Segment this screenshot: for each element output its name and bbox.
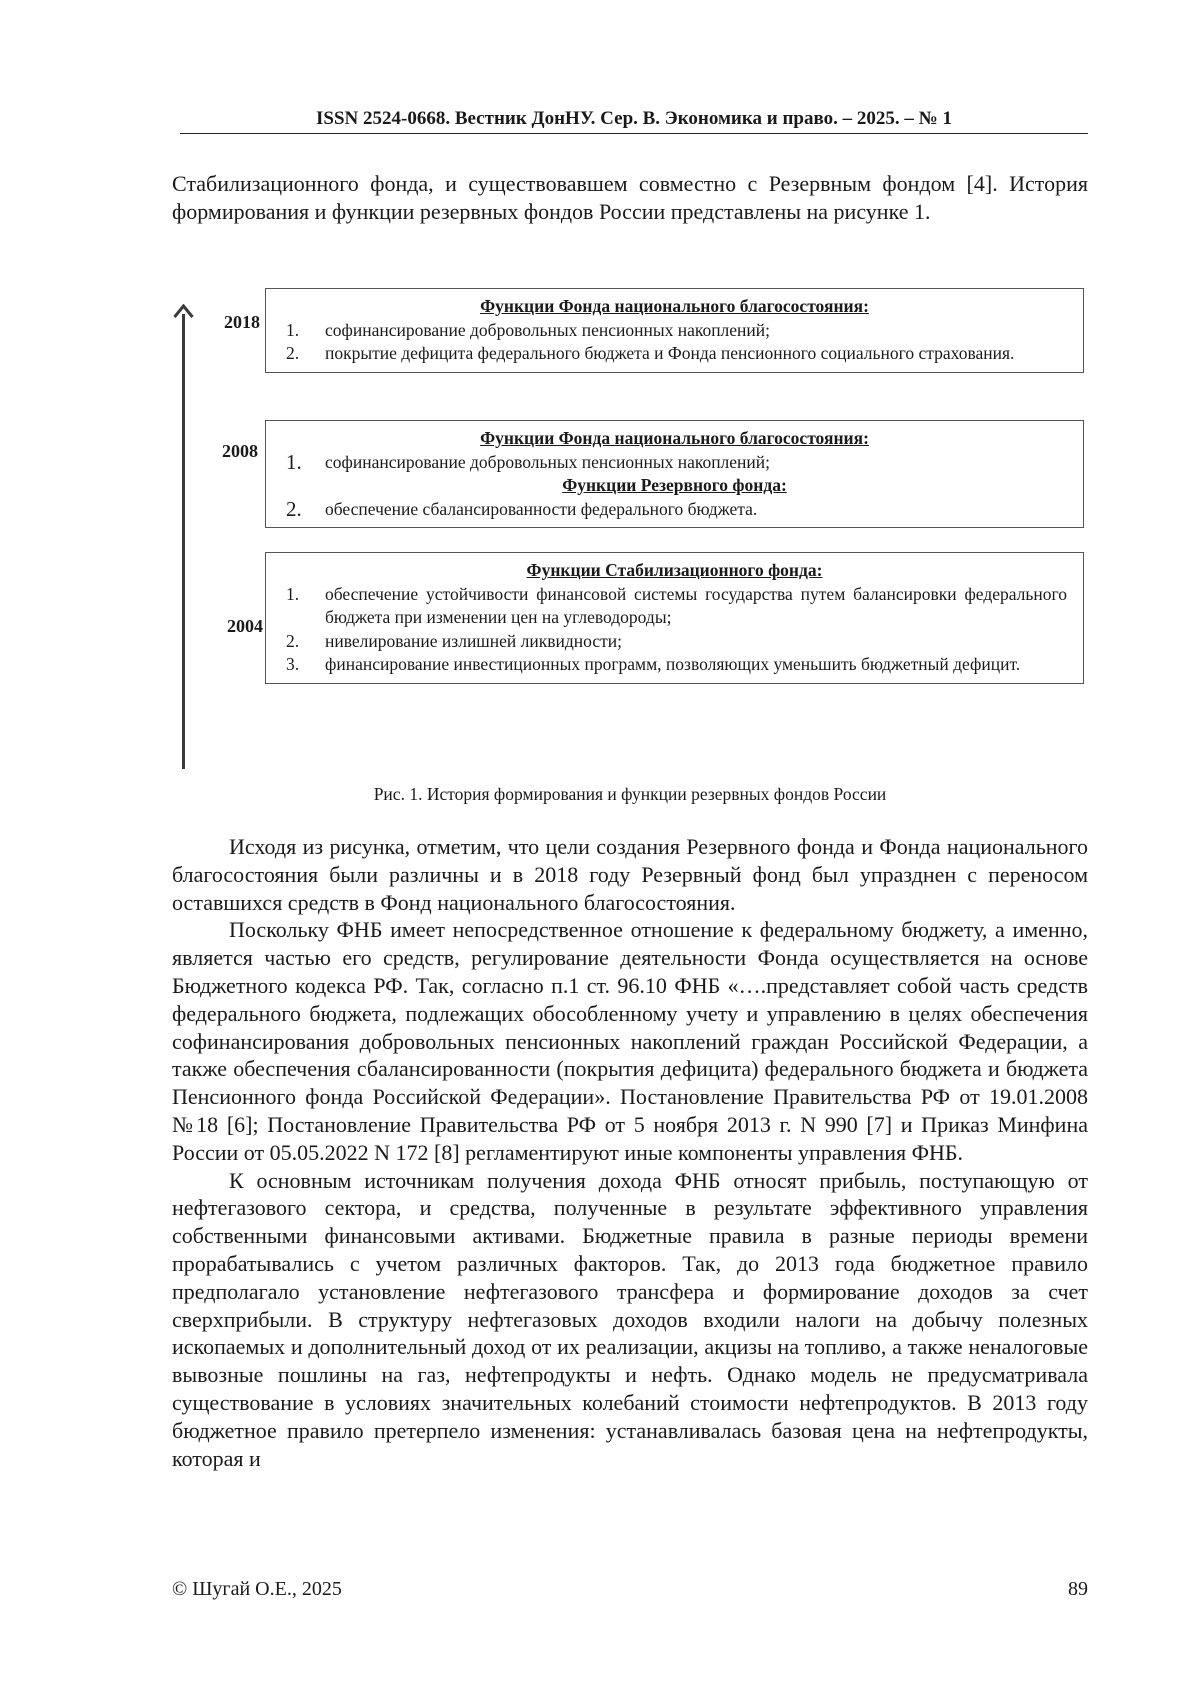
timeline-arrow bbox=[182, 314, 185, 769]
item-number: 2. bbox=[286, 343, 300, 364]
functions-box-2004 bbox=[265, 552, 1084, 684]
box-title: Функции Фонда национального благосостояния: bbox=[480, 428, 869, 448]
body-paragraph: К основным источникам получения дохода ФНБ относят прибыль, поступающую от нефтегазового сектора, и средства, полученные в результате эффективного управления собственными финансовыми активами. Бюджетные правила в разные периоды времени прорабатывались с учетом различных факторов. Так, до 2013 года бюджетное правило предполагало установление нефтегазового трансфера и формирование доходов за счет сверхприбыли. В структуру нефтегазовых доходов входили налоги на добычу полезных ископаемых и дополнительный доход от их реализации, акцизы на топливо, а также неналоговые вывозные пошлины на газ, нефтепродукты и нефть. Однако модель не предусматривала существование в условиях значительных колебаний стоимости нефтепродуктов. В 2013 году бюджетное правило претерпело изменения: устанавливалась базовая цена на нефтепродукты, которая и bbox=[172, 1167, 1088, 1471]
figure-caption: Рис. 1. История формирования и функции резервных фондов России bbox=[373, 784, 887, 804]
year-label-2004: 2004 bbox=[227, 616, 263, 636]
intro-text: Стабилизационного фонда, и существовавшем совместно с Резервным фондом [4]. История формирования и функции резервных фондов России представлены на рисунке 1. bbox=[172, 171, 1088, 224]
functions-box-2018 bbox=[265, 288, 1084, 373]
intro-paragraph bbox=[172, 170, 1088, 226]
list-item bbox=[282, 583, 1067, 630]
page-number: 89 bbox=[1068, 1578, 1088, 1600]
item-text: софинансирование добровольных пенсионных накоплений; bbox=[325, 319, 771, 340]
list-item bbox=[282, 630, 1067, 654]
list-item bbox=[282, 653, 1067, 677]
body-paragraph: Поскольку ФНБ имеет непосредственное отношение к федеральному бюджету, а именно, является частью его средств, регулирование деятельности Фонда осуществляется на основе Бюджетного кодекса РФ. Так, согласно п.1 ст. 96.10 ФНБ «….представляет собой часть средств федерального бюджета, подлежащих обособленному учету и управлению в целях обеспечения софинансирования добровольных пенсионных накоплений граждан Российской Федерации, а также обеспечения сбалансированности (покрытия дефицита) федерального бюджета и бюджета Пенсионного фонда Российской Федерации». Постановление Правительства РФ от 19.01.2008 №18 [6]; Постановление Правительства РФ от 5 ноября 2013 г. N 990 [7] и Приказ Минфина России от 05.05.2022 N 172 [8] регламентируют иные компоненты управления ФНБ. bbox=[172, 917, 1088, 1165]
functions-list bbox=[282, 319, 1067, 366]
list-item bbox=[282, 451, 1067, 475]
journal-header: ISSN 2524-0668. Вестник ДонНУ. Сер. В. Экономика и право. – 2025. – № 1 bbox=[316, 108, 952, 129]
functions-list bbox=[282, 498, 1067, 522]
item-number: 1. bbox=[286, 583, 300, 604]
item-number: 2. bbox=[286, 630, 300, 651]
item-number: 3. bbox=[286, 654, 300, 675]
box-subtitle: Функции Резервного фонда: bbox=[562, 475, 787, 496]
functions-list bbox=[282, 451, 1067, 475]
footer-copyright: © Шугай О.Е., 2025 bbox=[172, 1578, 342, 1600]
item-text: нивелирование излишней ликвидности; bbox=[325, 630, 622, 651]
item-text: обеспечение сбалансированности федерального бюджета. bbox=[325, 498, 758, 519]
year-label-2018: 2018 bbox=[224, 312, 260, 332]
item-number: 1. bbox=[286, 449, 302, 474]
list-item bbox=[282, 342, 1067, 366]
item-text: обеспечение устойчивости финансовой системы государства путем балансировки федерального бюджета при изменении цен на углеводороды; bbox=[325, 583, 1067, 628]
body-paragraph: Исходя из рисунка, отметим, что цели создания Резервного фонда и Фонда национального благосостояния были различны и в 2018 году Резервный фонд был упразднен с переносом оставшихся средств в Фонд национального благосостояния. bbox=[172, 834, 1088, 915]
list-item bbox=[282, 498, 1067, 522]
functions-box-2008 bbox=[265, 420, 1084, 528]
item-text: софинансирование добровольных пенсионных накоплений; bbox=[325, 451, 771, 472]
box-title: Функции Фонда национального благосостояния: bbox=[480, 296, 869, 316]
header-rule bbox=[180, 133, 1088, 134]
item-number: 2. bbox=[286, 496, 302, 521]
figure-timeline bbox=[172, 296, 1088, 770]
box-title: Функции Стабилизационного фонда: bbox=[526, 560, 823, 580]
list-item bbox=[282, 319, 1067, 343]
item-text: финансирование инвестиционных программ, позволяющих уменьшить бюджетный дефицит. bbox=[325, 654, 1021, 675]
body-text bbox=[172, 833, 1088, 1472]
year-label-2008: 2008 bbox=[222, 441, 258, 461]
item-text: покрытие дефицита федерального бюджета и Фонда пенсионного социального страхования. bbox=[325, 343, 1015, 364]
functions-list bbox=[282, 583, 1067, 677]
item-number: 1. bbox=[286, 319, 300, 340]
